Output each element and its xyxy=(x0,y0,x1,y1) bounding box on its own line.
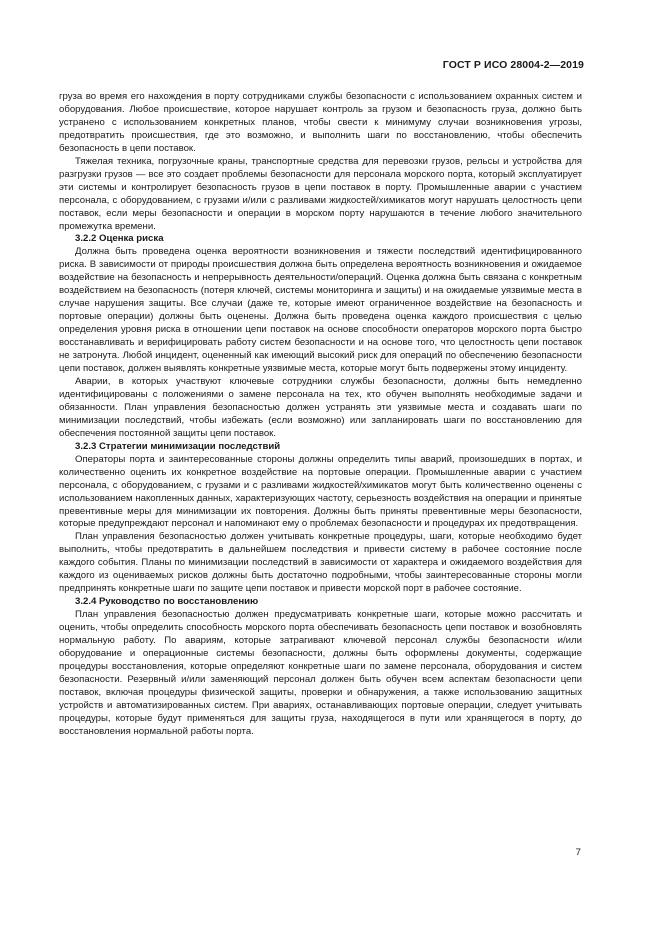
paragraph: Должна быть проведена оценка вероятности возникновения и тяжести последствий идентифицированного риска. В зависимости от природы происшествия должна быть определена вероятность возникновения и ожидаемое воздействие на безопасность и непрерывность деятельности/операций. Оценка должна быть связана с конкретным воздействием на безопасность (потеря ключей, системы мониторинга и защиты) и на ожидаемые уязвимые места в случае нарушения защиты. Все случаи (даже те, которые имеют ограниченное воздействие на безопасность и портовые операции) должны быть оценены. Должна быть проведена оценка каждого происшествия с целью определения уровня риска в отношении цепи поставок на основе способности операторов морского порта быстро восстанавливать и верифицировать работу систем безопасности и на основе того, что целостность цепи поставок не затронута. Любой инцидент, оцененный как имеющий высокий риск для операций по обеспечению безопасности цепи поставок, должен выявлять конкретные уязвимые места, которые могут быть подвержены этому инциденту. xyxy=(59,246,582,375)
document-header: ГОСТ Р ИСО 28004-2—2019 xyxy=(442,59,584,71)
paragraph: План управления безопасностью должен учитывать конкретные процедуры, шаги, которые необходимо будет выполнить, чтобы предотвратить в дальнейшем последствия и привести систему в рабочее состояние после каждого события. Планы по минимизации последствий в зависимости от характера и ожидаемого воздействия для каждого из оцениваемых рисков должны быть достаточно подробными, чтобы заинтересованные стороны могли предпринять конкретные шаги по защите цепи поставок и привести морской порт в рабочее состояние. xyxy=(59,531,582,595)
section-heading: 3.2.2 Оценка риска xyxy=(75,233,164,245)
section-heading: 3.2.4 Руководство по восстановлению xyxy=(75,596,259,608)
paragraph: Тяжелая техника, погрузочные краны, транспортные средства для перевозки грузов, рельсы и устройства для разгрузки грузов — все это создает проблемы безопасности для персонала морского порта, который эксплуатирует эти системы и контролирует безопасность грузов в цепи поставок в порту. Промышленные аварии с участием персонала, с оборудованием, с грузами и/или с разливами жидкостей/химикатов могут нарушать целостность цепи поставок, если меры безопасности и операции в морском порту нарушаются в течение любого значительного промежутка времени. xyxy=(59,155,582,232)
page-number: 7 xyxy=(575,847,581,858)
paragraph: груза во время его нахождения в порту сотрудниками службы безопасности с использованием охранных систем и оборудования. Любое происшествие, которое нарушает контроль за грузом и безопасность груза, должно быть устранено с использованием конкретных планов, чтобы свести к минимуму случаи возникновения угрозы, предотвратить происшествия, где это возможно, и выполнить шаги по восстановлению, чтобы обеспечить безопасность в цепи поставок. xyxy=(59,91,582,154)
section-heading: 3.2.3 Стратегии минимизации последствий xyxy=(75,440,281,452)
paragraph: Аварии, в которых участвуют ключевые сотрудники службы безопасности, должны быть немедленно идентифицированы с положениями о замене персонала на тех, кто обучен выполнять необходимые задачи и обязанности. План управления безопасностью должен устранять эти уязвимые места и создавать шаги по минимизации последствий, чтобы избежать (если возможно) или запланировать шаги по восстановлению для обеспечения постоянной защиты цепи поставок. xyxy=(59,375,582,439)
paragraph: План управления безопасностью должен предусматривать конкретные шаги, которые можно рассчитать и оценить, чтобы определить способность морского порта обеспечивать безопасность цепи поставок и возобновлять нормальную работу. По авариям, которые затрагивают ключевой персонал службы безопасности и/или оборудование и операционные системы безопасности, должны быть оформлены документы, содержащие процедуры восстановления, которые определяют конкретные шаги по замене персонала, оборудования и систем безопасности. Резервный и/или заменяющий персонал должен быть обучен всем аспектам безопасности цепи поставок, включая процедуры физической защиты, проверки и обнаружения, а также использованию защитных устройств и автоматизированных систем. При авариях, останавливающих портовые операции, следует учитывать процедуры, которые будут применяться для защиты груза, находящегося в пути или хранящегося в порту, до восстановления нормальной работы порта. xyxy=(59,609,582,737)
paragraph: Операторы порта и заинтересованные стороны должны определить типы аварий, произошедших в портах, и количественно оценить их конкретное воздействие на портовые операции. Промышленные аварии с участием персонала, с оборудованием, с грузами и с разливами жидкостей/химикатов могут быть количественно оценены с использованием накопленных данных, характеризующих частоту, серьезность воздействия на операции и принятые превентивные меры для минимизации их повторения. Должны быть приняты превентивные меры безопасности, которые предупреждают персонал и напоминают ему о проблемах безопасности и процедурах их предотвращения. xyxy=(59,453,582,530)
document-body xyxy=(59,91,582,739)
